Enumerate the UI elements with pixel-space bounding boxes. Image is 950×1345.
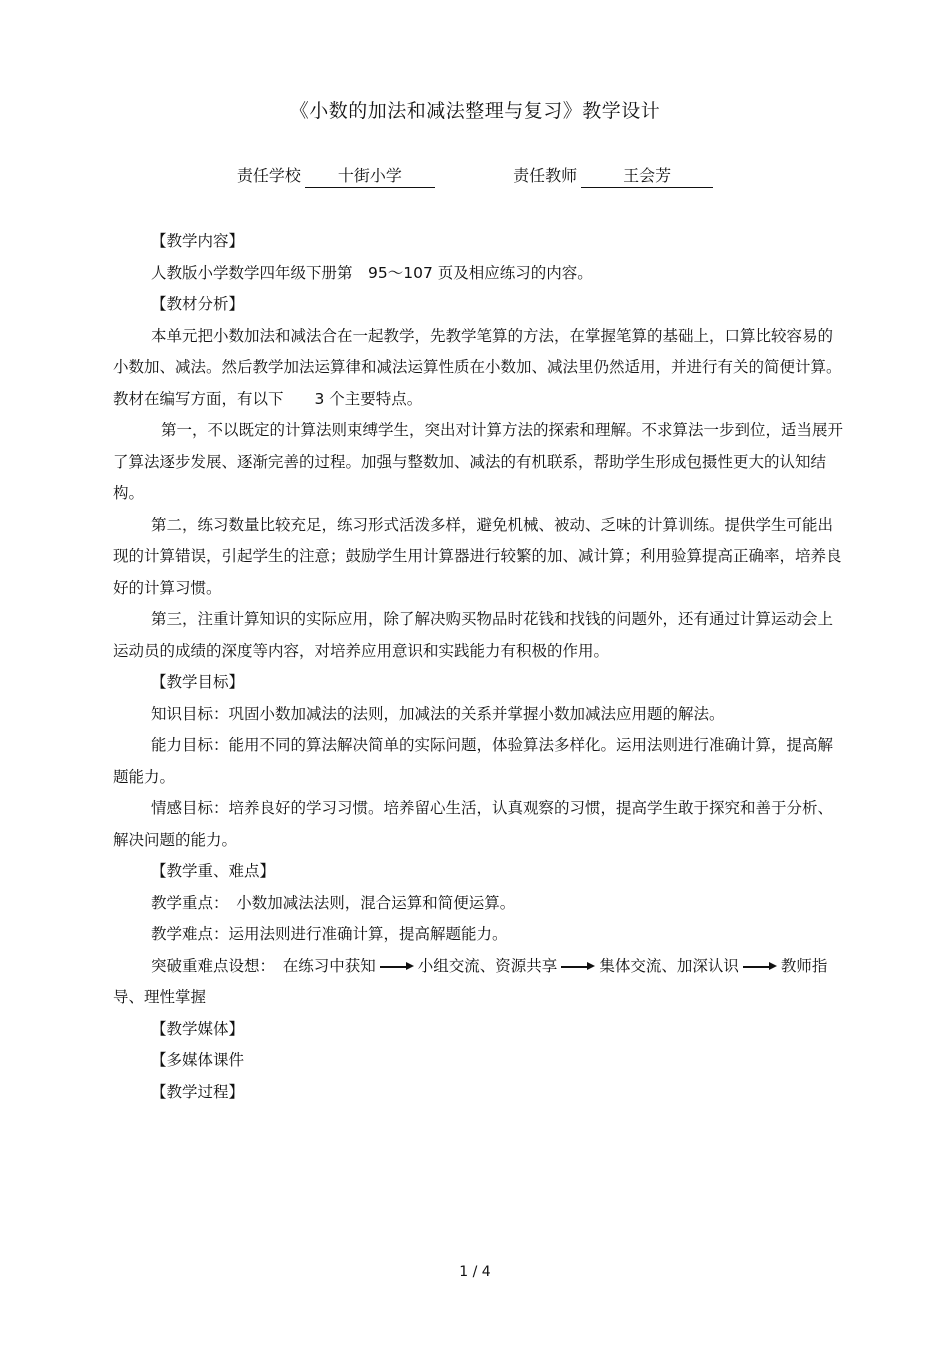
analysis-paragraph-1: 本单元把小数加法和减法合在一起教学，先教学笔算的方法，在掌握笔算的基础上，口算比较容易的小数加、减法。然后教学加法运算律和减法运算性质在小数加、减法里仍然适用，并进行有关的简便计算。教材在编写方面，有以下 3 个主要特点。 (113, 326, 842, 408)
teacher-value: 王会芳 (581, 166, 713, 188)
arrow-right-icon (561, 961, 595, 971)
goal-knowledge: 知识目标：巩固小数加减法的法则，加减法的关系并掌握小数加减法应用题的解法。 (151, 704, 725, 723)
arrow-right-icon (743, 961, 777, 971)
teacher-label: 责任教师 (513, 166, 578, 185)
breakthrough-step-2: 小组交流、资源共享 (417, 956, 558, 975)
analysis-paragraph-3: 第二，练习数量比较充足，练习形式活泼多样，避免机械、被动、乏味的计算训练。提供学生可能出现的计算错误，引起学生的注意；鼓励学生用计算器进行较繁的加、减计算；利用验算提高正确率，培养良好的计算习惯。 (113, 515, 842, 597)
school-value: 十街小学 (305, 166, 435, 188)
section-heading-analysis: 【教材分析】 (151, 295, 245, 313)
section-heading-goals: 【教学目标】 (151, 673, 245, 691)
document-title: 《小数的加法和减法整理与复习》教学设计 (289, 100, 661, 122)
breakthrough-step-3: 集体交流、加深认识 (599, 956, 739, 975)
breakthrough-plan (113, 951, 843, 1014)
content-text: 人教版小学数学四年级下册第 95～107 页及相应练习的内容。 (151, 263, 593, 282)
section-heading-content: 【教学内容】 (151, 232, 245, 250)
analysis-paragraph-4: 第三，注重计算知识的实际应用，除了解决购买物品时花钱和找钱的问题外，还有通过计算运动会上运动员的成绩的深度等内容，对培养应用意识和实践能力有积极的作用。 (113, 610, 834, 660)
key-point: 教学重点： 小数加减法法则，混合运算和简便运算。 (151, 893, 516, 912)
breakthrough-step-1: 在练习中获知 (282, 956, 376, 975)
breakthrough-label: 突破重难点设想： (151, 956, 268, 975)
document-body (113, 226, 843, 1108)
section-heading-key: 【教学重、难点】 (151, 862, 276, 880)
arrow-right-icon (380, 961, 414, 971)
school-label: 责任学校 (236, 166, 301, 185)
goal-ability: 能力目标：能用不同的算法解决简单的实际问题，体验算法多样化。运用法则进行准确计算，提高解题能力。 (113, 736, 834, 786)
analysis-paragraph-2: 第一，不以既定的计算法则束缚学生，突出对计算方法的探索和理解。不求算法一步到位，适当展开了算法逐步发展、逐渐完善的过程。加强与整数加、减法的有机联系，帮助学生形成包摄性更大的认知结构。 (113, 421, 844, 502)
goal-emotion: 情感目标：培养良好的学习习惯。培养留心生活，认真观察的习惯，提高学生敢于探究和善于分析、解决问题的能力。 (113, 799, 834, 849)
author-line (0, 163, 950, 188)
difficult-point: 教学难点：运用法则进行准确计算，提高解题能力。 (151, 925, 508, 943)
section-heading-process: 【教学过程】 (151, 1082, 245, 1101)
media-text: 【多媒体课件 (151, 1051, 245, 1069)
breakthrough-step-4: 教师指导、理性掌握 (113, 956, 828, 1006)
page-number: 1 / 4 (459, 1264, 491, 1280)
section-heading-media: 【教学媒体】 (151, 1019, 245, 1038)
